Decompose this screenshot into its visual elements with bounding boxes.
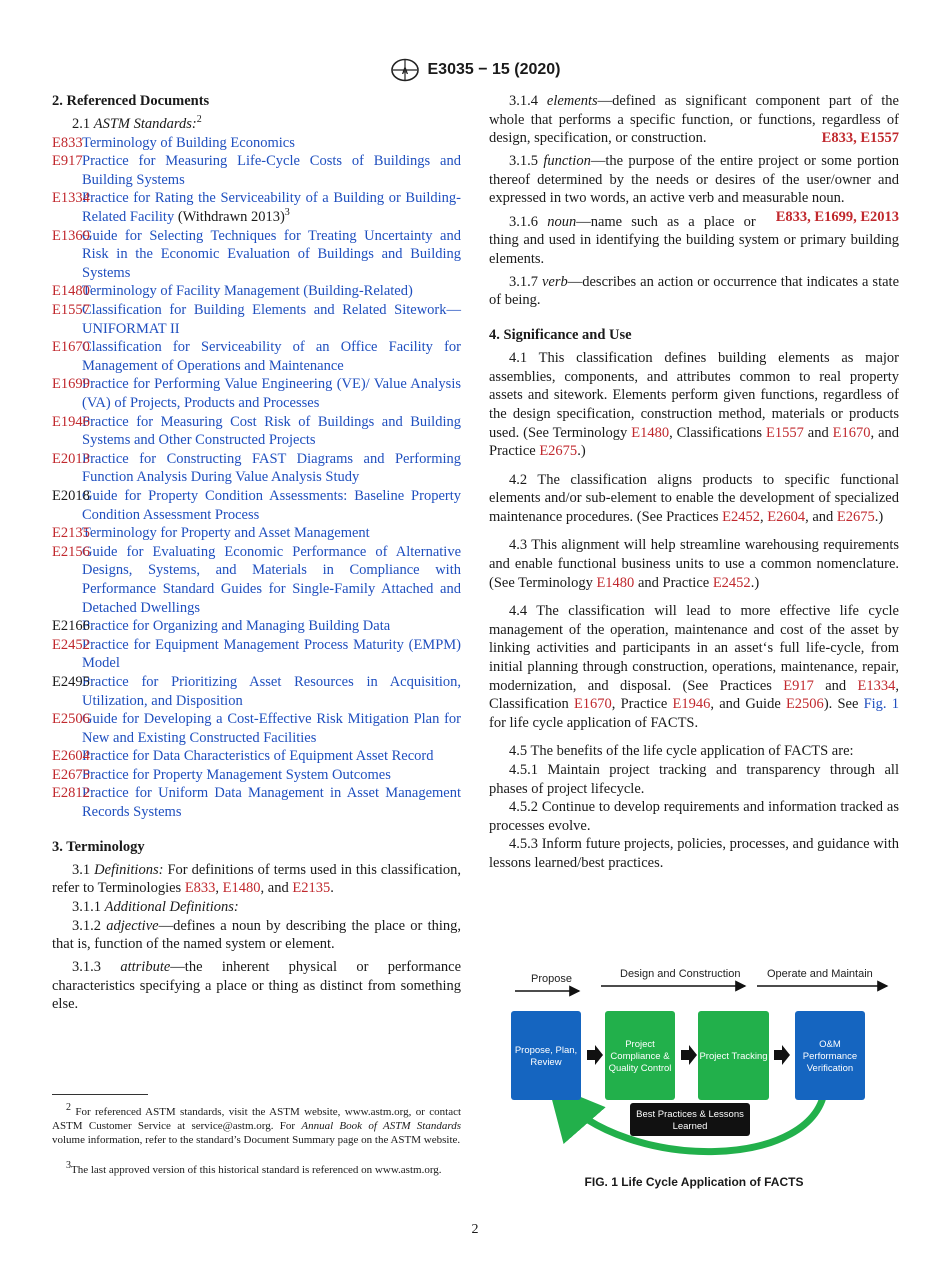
reference-number[interactable]: E1334 [52,190,90,207]
reference-number[interactable]: E2013 [52,450,90,467]
paragraph-4-4: 4.4 The classification will lead to more effective life cycle management of the operation, maintenance and cost of the asset by linking activities and participants in an asset‘s full life-cycle, from initial planning through construction, operations, maintenance, repair, modernization, and disposal. (See Practices E917 and E1334, Classification E1670, Practice E1946, and Guide E2506). See Fig. 1 for life cycle application of FACTS. [489,603,900,731]
reference-item [52,543,461,617]
page-number: 2 [471,1222,479,1237]
withdrawn-note: (Withdrawn 2013) [174,209,285,226]
right-column [489,92,899,873]
section-heading: 2. Referenced Documents [52,93,210,109]
paragraph-3-1: 3.1 Definitions: For definitions of terms used in this classification, refer to Terminologies E833, E1480, and E2135. [52,861,462,897]
reference-title[interactable]: Practice for Organizing and Managing Building Data [82,618,391,635]
reference-number[interactable]: E2452 [52,636,90,653]
reference-title[interactable]: Practice for Rating the Serviceability of a Building or Building-Related Facility [82,190,461,226]
reference-title[interactable]: Practice for Performing Value Engineering (VE)/ Value Analysis (VA) of Projects, Products and Processes [82,376,461,411]
box-best-practices-label: Best Practices & Lessons Learned [636,1109,744,1132]
section-heading: 4. Significance and Use [489,327,632,344]
reference-title[interactable]: Practice for Measuring Cost Risk of Buildings and Building Systems and Other Constructed Projects [82,413,461,449]
citation-refs[interactable]: E833, E1699, E2013 [775,209,899,226]
reference-title[interactable]: Classification for Serviceability of an Office Facility for Management of Operations and Maintenance [82,339,461,374]
section-heading: 3. Terminology [52,838,145,855]
paragraph-3-1-5: 3.1.5 function—the purpose of the entire project or some portion thereof determined by the needs or desires of the user/owner and expressed in two words, an active verb and measurable noun. E833, E1699, E2013 [489,153,899,226]
reference-number[interactable]: E2156 [52,543,90,560]
paragraph-4-5-1: 4.5.1 Maintain project tracking and transparency through all phases of project lifecycle. [489,762,899,797]
ref-link[interactable]: E1557 [765,424,804,441]
astm-logo-icon [390,58,420,82]
reference-title[interactable]: Guide for Evaluating Economic Performance of Alternative Designs, Systems, and Materials in Compliance with Performance Standard Guides for Single-Family Attached and Detached Dwellings [82,543,461,616]
paragraph-3-1-4: 3.1.4 elements—defined as significant component part of the whole that performs a specific function, or functions, regardless of design, specification, or construction. E833, E1557 [489,93,899,147]
footnote-3: 3The last approved version of this historical standard is referenced on www.astm.org. [66,1160,442,1176]
reference-title[interactable]: Practice for Constructing FAST Diagrams and Performing Function Analysis During Value Analysis Study [82,450,461,486]
reference-item [52,747,461,766]
reference-item [52,450,461,487]
left-column [52,92,461,1014]
reference-number[interactable]: E2166 [52,618,90,635]
paragraph-4-5-2: 4.5.2 Continue to develop requirements and information tracked as processes evolve. [489,799,899,834]
box-propose-plan-review-label: Propose, Plan, Review [514,1045,578,1068]
reference-title[interactable]: Guide for Developing a Cost-Effective Risk Mitigation Plan for New and Existing Constructed Facilities [82,711,461,746]
citation-refs[interactable]: E833, E1557 [821,130,899,147]
subsection-title: 2.1 ASTM Standards:$^2$ [72,114,202,133]
ref-link[interactable]: E1480 [222,880,261,897]
reference-number[interactable]: E917 [52,153,83,170]
page-header [0,58,950,82]
paragraph-3-1-1: 3.1.1 Additional Definitions: [72,898,239,915]
paragraph-4-5: 4.5 The benefits of the life cycle application of FACTS are: [509,743,854,760]
paragraph-4-1: 4.1 This classification defines building elements as major assemblies, components, and attributes common to real property assets and sitework. Elements perform given functions, regardless of the design specification, construction method, materials or products used. (See Terminology E1480, Classifications E1557 and E1670, and Practice E2675.) [489,350,899,460]
reference-item [52,189,461,226]
reference-title[interactable]: Terminology for Property and Asset Management [82,525,370,542]
reference-number[interactable]: E1946 [52,413,90,430]
flow-arrow-1 [587,1045,603,1065]
reference-title[interactable]: Terminology of Facility Management (Building-Related) [82,283,413,300]
reference-number[interactable]: E2604 [52,748,90,765]
reference-title[interactable]: Practice for Measuring Life-Cycle Costs of Buildings and Building Systems [82,153,461,188]
reference-number[interactable]: E1670 [52,339,90,356]
ref-link[interactable]: E2604 [767,508,806,525]
phase-propose-label: Propose [531,973,572,985]
flow-arrow-2 [681,1045,697,1065]
reference-item [52,617,461,636]
footnote-rule [52,1094,148,1095]
phase-design-label: Design and Construction [620,968,741,980]
reference-number[interactable]: E2018 [52,487,90,504]
figure-caption: FIG. 1 Life Cycle Application of FACTS [584,1175,804,1189]
reference-number[interactable]: E2506 [52,711,90,728]
ref-link[interactable]: E1670 [832,424,871,441]
ref-link[interactable]: E2452 [712,574,751,591]
reference-number[interactable]: E1480 [52,283,90,300]
reference-title[interactable]: Terminology of Building Economics [82,134,295,151]
reference-item [52,784,461,821]
reference-item [52,375,461,412]
ref-link[interactable]: E833 [184,880,216,897]
box-project-tracking-label: Project Tracking [699,1051,768,1062]
reference-title[interactable]: Classification for Building Elements and Related Sitework—UNIFORMAT II [82,302,461,337]
paragraph-3-1-7: 3.1.7 verb—describes an action or occurrence that indicates a state of being. [489,273,899,309]
reference-item [52,487,461,524]
reference-title[interactable]: Guide for Selecting Techniques for Treating Uncertainty and Risk in the Economic Evaluation of Buildings and Building Systems [82,227,461,281]
ref-link[interactable]: E917 [783,677,814,694]
footnote-marker: 3 [284,207,290,219]
figure-1-diagram [489,962,899,1162]
reference-item [52,282,461,301]
reference-title[interactable]: Practice for Uniform Data Management in Asset Management Records Systems [82,785,461,821]
reference-title[interactable]: Practice for Data Characteristics of Equipment Asset Record [82,748,434,765]
svg-text:A: A [401,66,408,76]
reference-title[interactable]: Guide for Property Condition Assessments: Baseline Property Condition Assessment Process [82,487,461,523]
ref-link[interactable]: E2452 [722,508,760,525]
reference-item [52,636,461,673]
reference-number[interactable]: E2812 [52,785,90,802]
reference-item [52,710,461,747]
footnote-2: 2 For referenced ASTM standards, visit the ASTM website, www.astm.org, or contact ASTM Customer Service at service@astm.org. For Annual Book of ASTM Standards volume information, refer to the standard’s Document Summary page on the ASTM website. [52,1102,462,1146]
standard-code: E3035 − 15 (2020) [427,61,561,78]
reference-item [52,338,461,375]
ref-link[interactable]: E2135 [292,880,331,897]
phase-operate-label: Operate and Maintain [767,968,873,980]
paragraph-3-1-6: 3.1.6 noun—name such as a place or thing and used in identifying the building system or primary building elements. [489,213,899,267]
reference-item [52,524,461,543]
box-om-verification-label: O&M Performance Verification [802,1039,858,1074]
ref-link[interactable]: E1334 [857,677,896,694]
reference-title[interactable]: Practice for Prioritizing Asset Resources in Acquisition, Utilization, and Disposition [82,673,461,709]
paragraph-4-3: 4.3 This alignment will help streamline warehousing requirements and enable functional business units to use a common nomenclature. (See Terminology E1480 and Practice E2452.) [489,537,899,591]
reference-item [52,134,461,153]
ref-link[interactable]: E2675 [836,508,875,525]
ref-link[interactable]: E1480 [631,424,670,441]
reference-number[interactable]: E1699 [52,376,90,393]
paragraph-3-1-3: 3.1.3 attribute—the inherent physical or performance characteristics specifying a place or thing as distinct from something else. [52,959,462,1013]
reference-item [52,673,461,710]
box-project-compliance-label: Project Compliance & Quality Control [608,1039,672,1074]
ref-link[interactable]: E1480 [596,574,635,591]
reference-number[interactable]: E1369 [52,227,90,244]
ref-link[interactable]: E1946 [672,696,711,713]
ref-link[interactable]: E2675 [539,443,578,460]
reference-title[interactable]: Practice for Equipment Management Process Maturity (EMPM) Model [82,636,461,672]
reference-item [52,766,461,785]
reference-item [52,413,461,450]
reference-item [52,227,461,283]
reference-title[interactable]: Practice for Property Management System Outcomes [82,766,391,783]
reference-item [52,152,461,189]
reference-list [52,134,461,822]
reference-number[interactable]: E2495 [52,673,90,690]
reference-number[interactable]: E833 [52,134,83,151]
ref-link[interactable]: E2506 [785,696,824,713]
paragraph-3-1-2: 3.1.2 adjective—defines a noun by describing the place or thing, that is, function of the named system or element. [52,917,462,953]
reference-number[interactable]: E1557 [52,302,90,319]
paragraph-4-5-3: 4.5.3 Inform future projects, policies, processes, and guidance with lessons learned/best practices. [489,836,899,871]
flow-arrow-3 [774,1045,790,1065]
reference-number[interactable]: E2675 [52,766,90,783]
figure-link[interactable]: Fig. 1 [863,696,900,713]
ref-link[interactable]: E1670 [573,696,612,713]
paragraph-4-2: 4.2 The classification aligns products to specific functional elements and/or sub-element to enable the development of specialized maintenance procedures. (See Practices E2452, E2604, and E2675.) [489,471,899,525]
reference-number[interactable]: E2135 [52,525,90,542]
reference-item [52,301,461,338]
